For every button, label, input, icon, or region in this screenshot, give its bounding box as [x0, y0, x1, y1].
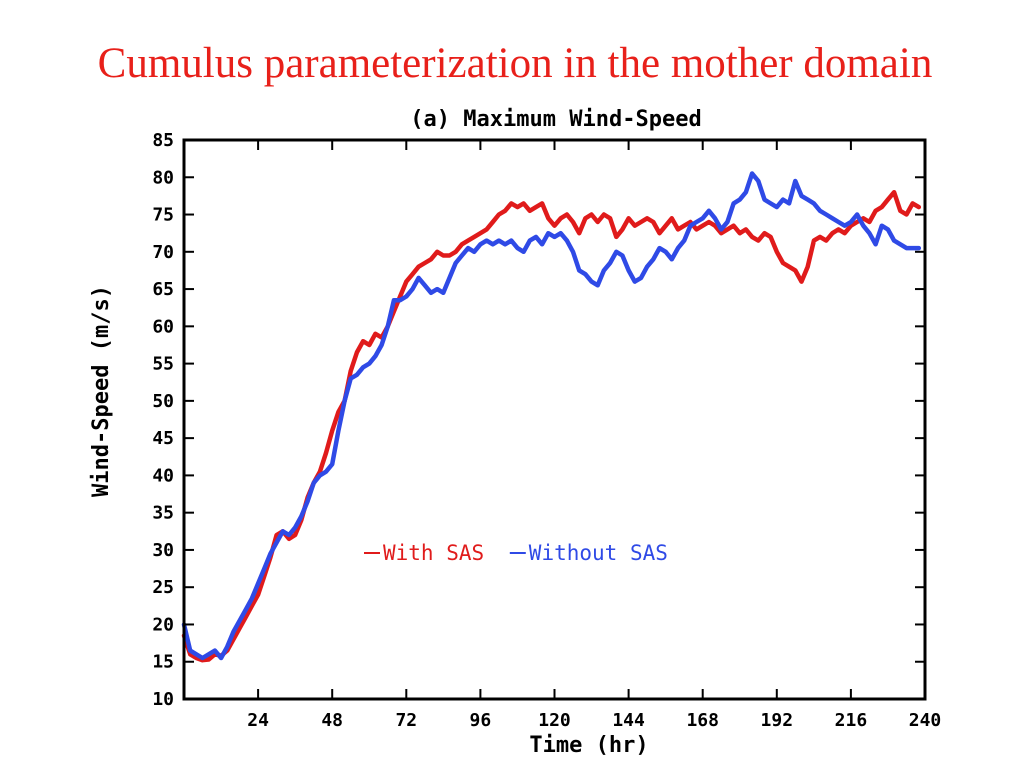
- y-tick-label: 15: [152, 651, 174, 673]
- y-tick-label: 55: [152, 353, 174, 375]
- x-tick-label: 168: [686, 710, 719, 731]
- y-tick-label: 35: [152, 502, 174, 524]
- y-tick-label: 65: [152, 279, 174, 301]
- y-tick-label: 60: [152, 316, 174, 338]
- x-tick-label: 48: [321, 710, 344, 731]
- series-layer: [184, 174, 919, 661]
- slide-title: Cumulus parameterization in the mother domain: [97, 40, 933, 87]
- y-tick-label: 30: [152, 539, 174, 561]
- legend-label-with-sas: With SAS: [383, 541, 485, 565]
- y-tick-label: 50: [152, 390, 174, 412]
- x-tick-label: 216: [834, 710, 868, 731]
- tick-layer: [152, 130, 941, 731]
- legend-label-without-sas: Without SAS: [528, 541, 668, 565]
- y-axis-title: Wind-Speed (m/s): [89, 285, 114, 497]
- chart-title: (a) Maximum Wind-Speed: [410, 107, 702, 132]
- x-tick-label: 240: [908, 710, 942, 731]
- y-tick-label: 75: [152, 204, 174, 226]
- y-tick-label: 25: [152, 577, 174, 599]
- y-tick-label: 70: [152, 241, 174, 263]
- x-tick-label: 24: [247, 710, 269, 731]
- x-tick-label: 192: [760, 710, 794, 731]
- series-line-with-sas: [184, 192, 919, 660]
- y-tick-label: 40: [152, 465, 174, 487]
- x-tick-label: 96: [469, 710, 492, 731]
- y-tick-label: 10: [152, 689, 174, 710]
- x-tick-label: 72: [395, 710, 418, 731]
- x-axis-title: Time (hr): [529, 733, 649, 758]
- y-tick-label: 80: [152, 167, 174, 189]
- y-tick-label: 85: [152, 130, 174, 151]
- series-line-without-sas: [184, 174, 919, 659]
- legend: [364, 541, 668, 565]
- y-tick-label: 45: [152, 428, 174, 450]
- x-tick-label: 144: [612, 710, 645, 731]
- x-tick-label: 120: [538, 710, 571, 731]
- y-tick-label: 20: [152, 614, 174, 636]
